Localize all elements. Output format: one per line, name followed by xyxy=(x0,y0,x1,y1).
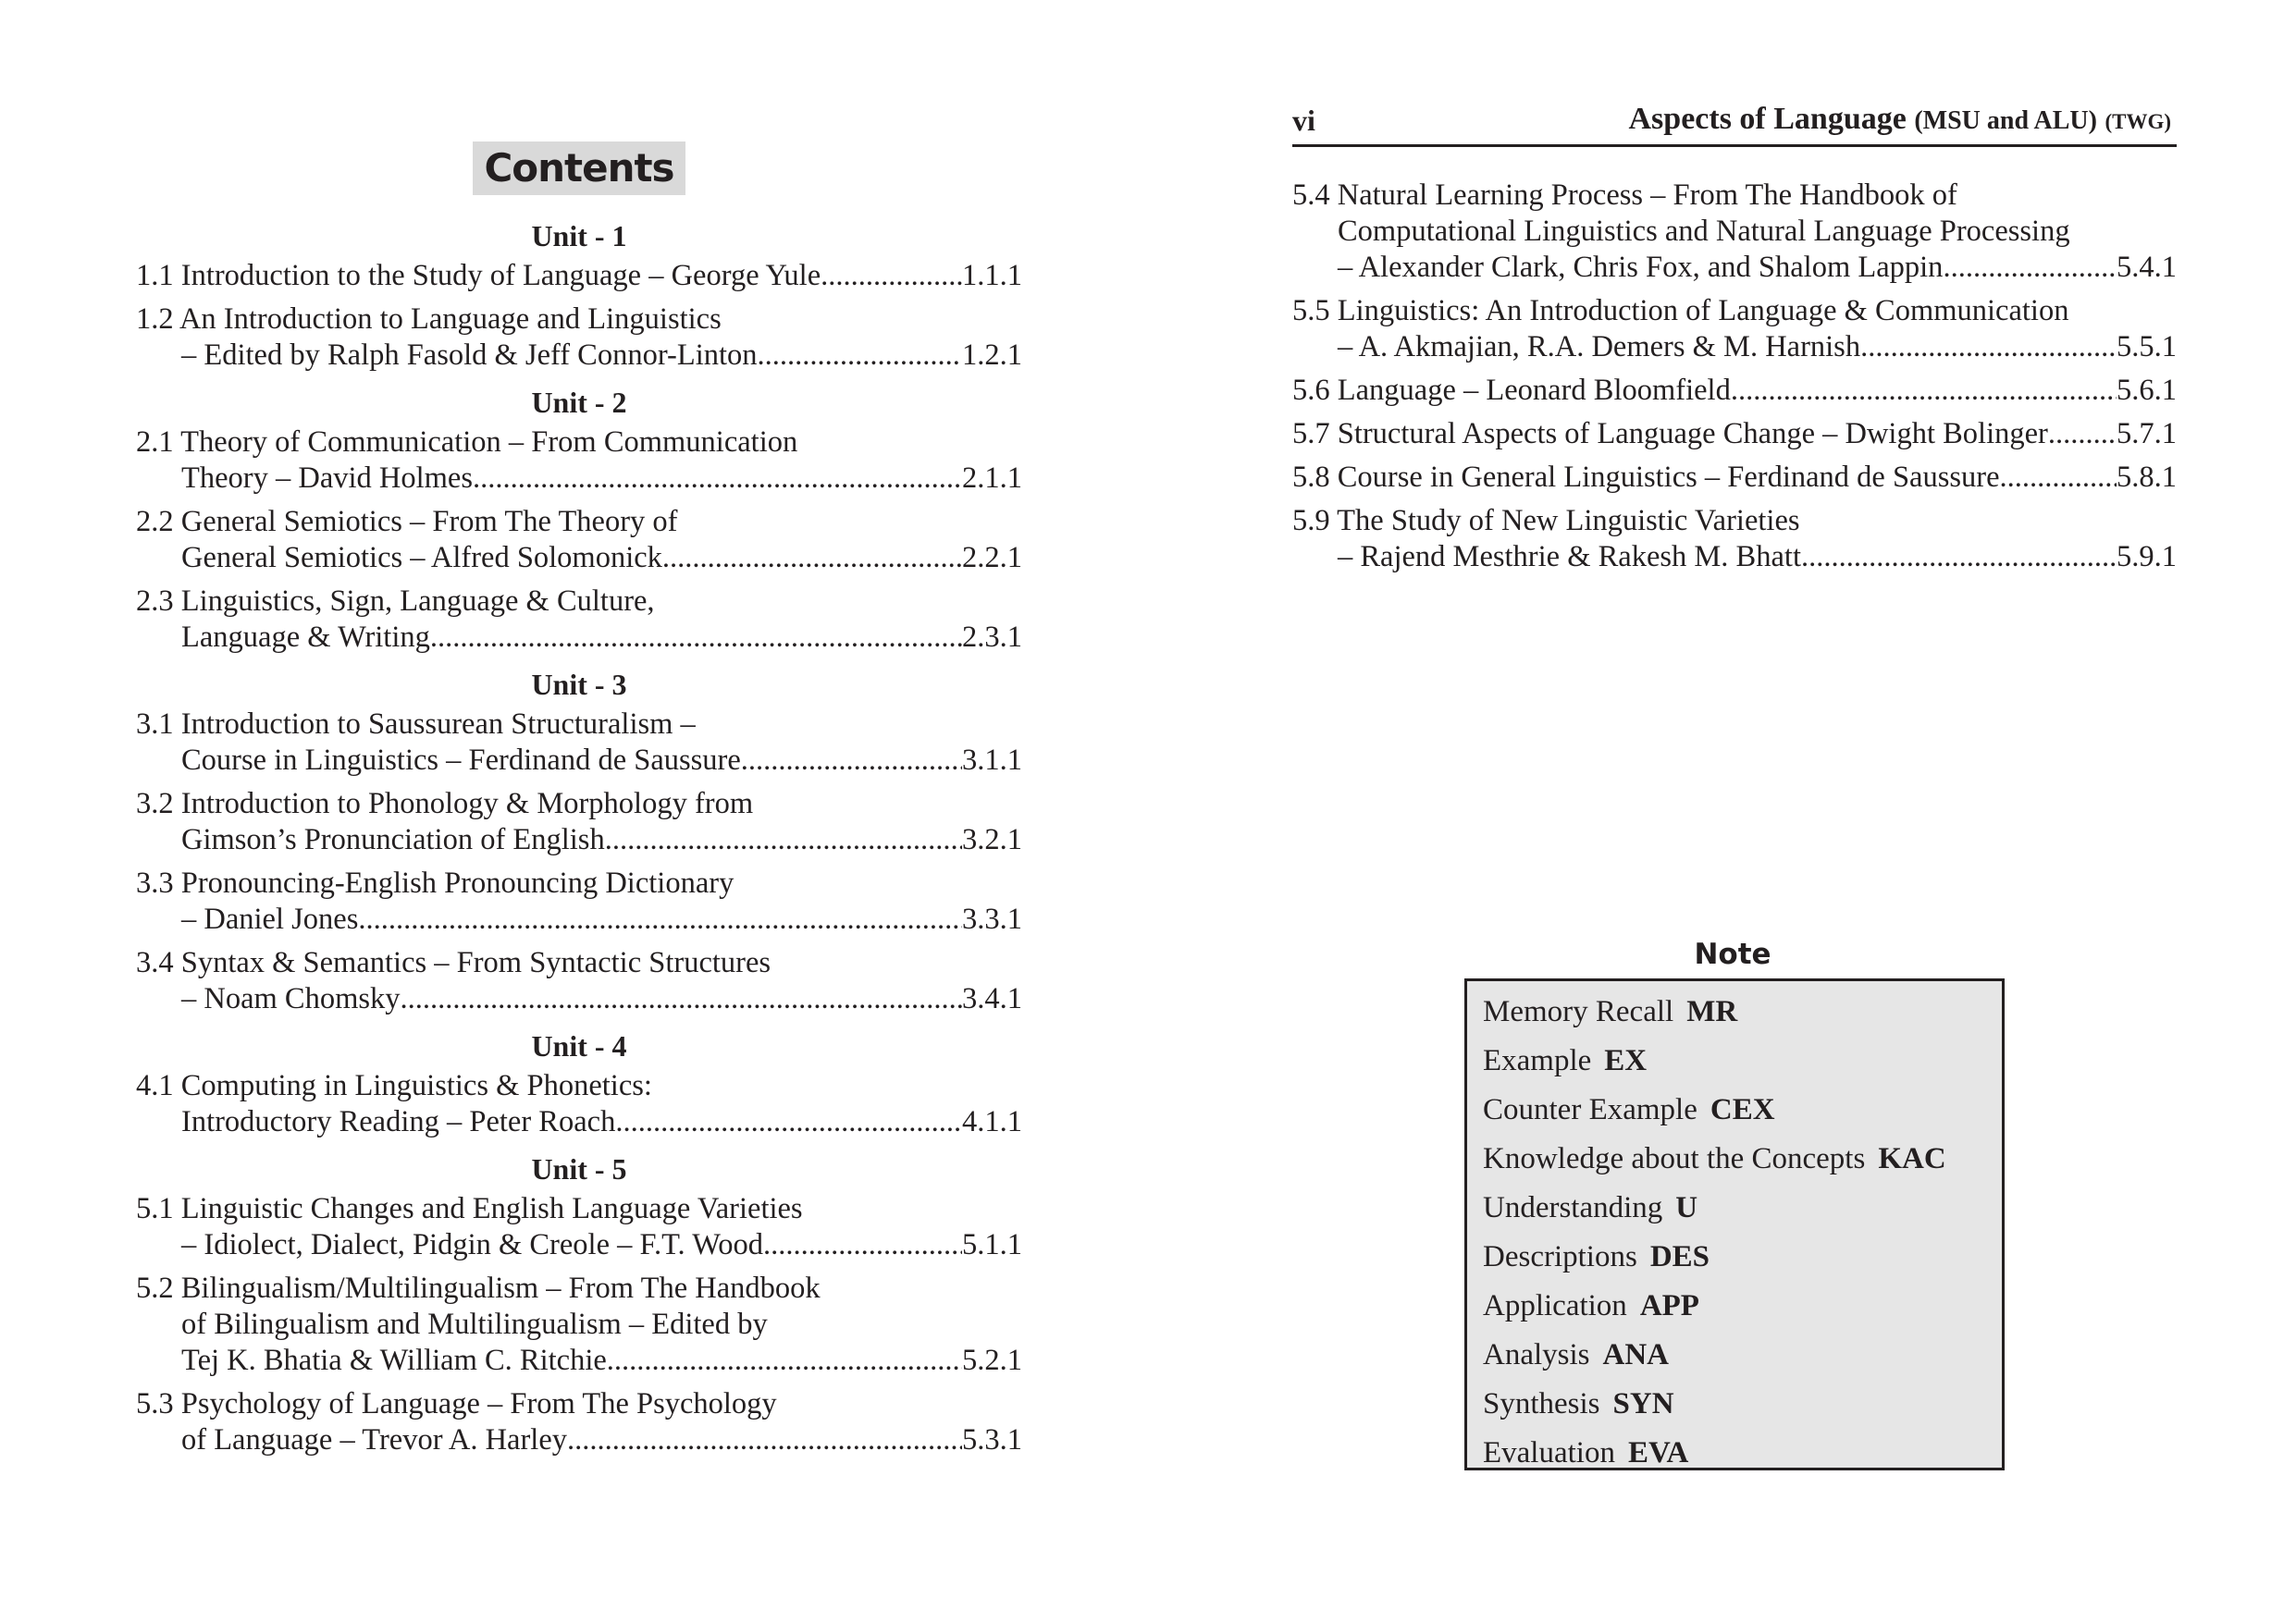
table-of-contents-right xyxy=(1292,178,2177,583)
dot-leader xyxy=(1943,250,2117,286)
toc-entry-line xyxy=(136,338,1022,374)
note-item-label: Understanding xyxy=(1483,1191,1663,1224)
toc-page-number: 3.1.1 xyxy=(962,744,1022,777)
toc-entry-line: 3.4 Syntax & Semantics – From Syntactic Structures xyxy=(136,946,772,979)
toc-entry-line: of Bilingualism and Multilingualism – Edited by xyxy=(181,1308,768,1341)
unit-heading: Unit - 4 xyxy=(531,1029,627,1063)
note-item-abbr: KAC xyxy=(1878,1142,1946,1175)
toc-page-number: 3.2.1 xyxy=(962,823,1022,856)
note-item-label: Knowledge about the Concepts xyxy=(1483,1142,1866,1175)
toc-entry-text: – Edited by Ralph Fasold & Jeff Connor-Linton xyxy=(181,338,758,372)
toc-entry-line xyxy=(136,620,1022,656)
toc-entry-line: Computational Linguistics and Natural Language Processing xyxy=(1338,215,2070,248)
note-item-abbr: EVA xyxy=(1627,1436,1689,1469)
unit-heading: Unit - 1 xyxy=(531,219,627,252)
toc-page-number: 5.2.1 xyxy=(962,1344,1022,1377)
page-number: vi xyxy=(1292,104,1315,137)
toc-entry-line: 5.4 Natural Learning Process – From The Handbook of xyxy=(1292,178,1957,212)
toc-entry xyxy=(136,504,1022,576)
toc-entry-line: 5.2 Bilingualism/Multilingualism – From The Handbook xyxy=(136,1272,821,1305)
toc-entry-line xyxy=(136,743,1022,779)
toc-entry-text: – Rajend Mesthrie & Rakesh M. Bhatt xyxy=(1338,540,1801,573)
toc-entry-line: 5.5 Linguistics: An Introduction of Language & Communication xyxy=(1292,294,2069,327)
note-item xyxy=(1483,1135,2002,1184)
toc-entry-text: Introductory Reading – Peter Roach xyxy=(181,1105,616,1138)
toc-entry xyxy=(1292,416,2177,452)
toc-entry-line: 2.2 General Semiotics – From The Theory of xyxy=(136,505,678,538)
toc-entry-text: – A. Akmajian, R.A. Demers & M. Harnish xyxy=(1338,330,1861,363)
running-title xyxy=(1629,102,2172,137)
toc-entry-text: Gimson’s Pronunciation of English xyxy=(181,823,605,856)
toc-page-number: 5.7.1 xyxy=(2117,417,2177,450)
toc-entry-line xyxy=(136,1422,1022,1458)
dot-leader xyxy=(605,822,962,858)
toc-page-number: 5.6.1 xyxy=(2117,374,2177,407)
note-item xyxy=(1483,1184,2002,1233)
toc-entry-line: 2.1 Theory of Communication – From Communication xyxy=(136,425,798,459)
toc-entry xyxy=(136,707,1022,779)
toc-entry-line xyxy=(136,461,1022,497)
note-item-abbr: CEX xyxy=(1710,1093,1775,1126)
toc-entry xyxy=(1292,503,2177,575)
toc-entry xyxy=(1292,460,2177,496)
toc-entry xyxy=(136,424,1022,497)
toc-entry-line xyxy=(136,1343,1022,1379)
note-item xyxy=(1483,1086,2002,1135)
toc-page-number: 3.3.1 xyxy=(962,903,1022,936)
toc-page-number: 5.3.1 xyxy=(962,1423,1022,1457)
toc-page-number: 1.2.1 xyxy=(962,338,1022,372)
right-page xyxy=(1148,0,2296,1623)
note-item xyxy=(1483,1380,2002,1429)
toc-entry xyxy=(1292,293,2177,365)
toc-entry-line xyxy=(1292,460,2177,496)
dot-leader xyxy=(401,981,962,1017)
note-item-label: Memory Recall xyxy=(1483,995,1674,1028)
toc-page-number: 1.1.1 xyxy=(962,259,1022,292)
toc-entry-line: 5.3 Psychology of Language – From The Psychology xyxy=(136,1387,777,1420)
note-item xyxy=(1483,1429,2002,1478)
running-title-paren: (MSU and ALU) xyxy=(1914,106,2097,135)
toc-entry-line: 3.3 Pronouncing-English Pronouncing Dictionary xyxy=(136,867,734,900)
toc-page-number: 5.1.1 xyxy=(962,1228,1022,1261)
note-title: Note xyxy=(1694,938,1771,971)
toc-page-number: 4.1.1 xyxy=(962,1105,1022,1138)
dot-leader xyxy=(615,1104,962,1140)
toc-entry xyxy=(136,258,1022,294)
toc-entry xyxy=(1292,373,2177,409)
toc-entry-line xyxy=(136,1104,1022,1140)
toc-entry-line xyxy=(1292,416,2177,452)
toc-page-number: 5.5.1 xyxy=(2117,330,2177,363)
toc-entry-line: 3.1 Introduction to Saussurean Structuralism – xyxy=(136,707,696,741)
toc-entry-line: 3.2 Introduction to Phonology & Morphology from xyxy=(136,787,754,820)
running-title-tag: (TWG) xyxy=(2105,110,2171,133)
toc-entry xyxy=(136,1271,1022,1379)
toc-entry-line xyxy=(136,258,1022,294)
unit-heading: Unit - 3 xyxy=(531,668,627,701)
note-item-label: Synthesis xyxy=(1483,1387,1600,1420)
toc-entry-line xyxy=(1292,373,2177,409)
running-title-main: Aspects of Language xyxy=(1628,102,1907,136)
toc-entry xyxy=(136,786,1022,858)
table-of-contents-left xyxy=(136,215,1022,1466)
note-item-label: Example xyxy=(1483,1044,1592,1077)
toc-entry-line xyxy=(136,540,1022,576)
dot-leader xyxy=(430,620,962,656)
dot-leader xyxy=(567,1422,962,1458)
toc-entry-line xyxy=(136,902,1022,938)
toc-page-number: 2.3.1 xyxy=(962,621,1022,654)
toc-entry xyxy=(136,866,1022,938)
contents-title: Contents xyxy=(473,141,685,195)
toc-entry-line xyxy=(136,1227,1022,1263)
unit-heading: Unit - 2 xyxy=(531,386,627,419)
toc-entry-text: General Semiotics – Alfred Solomonick xyxy=(181,541,662,574)
running-header xyxy=(1292,100,2177,147)
note-item-label: Analysis xyxy=(1483,1338,1590,1371)
toc-entry-line xyxy=(136,822,1022,858)
toc-entry-text: – Noam Chomsky xyxy=(181,982,401,1015)
dot-leader xyxy=(662,540,962,576)
toc-entry xyxy=(136,1191,1022,1263)
toc-entry-text: Language & Writing xyxy=(181,621,430,654)
note-item-label: Evaluation xyxy=(1483,1436,1615,1469)
toc-entry-text: of Language – Trevor A. Harley xyxy=(181,1423,567,1457)
toc-entry-text: 5.7 Structural Aspects of Language Change – Dwight Bolinger xyxy=(1292,417,2048,450)
dot-leader xyxy=(2048,416,2117,452)
note-item xyxy=(1483,1282,2002,1331)
dot-leader xyxy=(1860,329,2117,365)
toc-entry-text: – Daniel Jones xyxy=(181,903,359,936)
toc-entry-line xyxy=(1292,329,2177,365)
toc-entry-text: Tej K. Bhatia & William C. Ritchie xyxy=(181,1344,607,1377)
toc-entry-text: 5.6 Language – Leonard Bloomfield xyxy=(1292,374,1731,407)
toc-entry xyxy=(136,301,1022,374)
dot-leader xyxy=(741,743,962,779)
toc-page-number: 3.4.1 xyxy=(962,982,1022,1015)
dot-leader xyxy=(607,1343,962,1379)
note-item xyxy=(1483,988,2002,1037)
note-item-label: Application xyxy=(1483,1289,1627,1322)
toc-page-number: 2.1.1 xyxy=(962,461,1022,495)
note-item-abbr: MR xyxy=(1686,995,1738,1028)
toc-entry-text: – Alexander Clark, Chris Fox, and Shalom Lappin xyxy=(1338,251,1944,284)
toc-entry-line: 5.9 The Study of New Linguistic Varieties xyxy=(1292,504,1800,537)
note-item-abbr: SYN xyxy=(1612,1387,1674,1420)
toc-entry-line: 4.1 Computing in Linguistics & Phonetics: xyxy=(136,1069,652,1102)
note-item-abbr: DES xyxy=(1649,1240,1710,1273)
note-item xyxy=(1483,1233,2002,1282)
toc-entry-line: 1.2 An Introduction to Language and Linguistics xyxy=(136,302,722,336)
dot-leader xyxy=(821,258,962,294)
toc-entry-line xyxy=(1292,539,2177,575)
toc-entry-text: Course in Linguistics – Ferdinand de Saussure xyxy=(181,744,741,777)
toc-entry-line xyxy=(1292,250,2177,286)
unit-heading: Unit - 5 xyxy=(531,1152,627,1186)
toc-entry-line: 5.1 Linguistic Changes and English Language Varieties xyxy=(136,1192,803,1225)
toc-entry-text: 5.8 Course in General Linguistics – Ferdinand de Saussure xyxy=(1292,461,2000,494)
note-item-abbr: U xyxy=(1675,1191,1698,1224)
note-item-abbr: ANA xyxy=(1602,1338,1669,1371)
toc-page-number: 5.9.1 xyxy=(2117,540,2177,573)
dot-leader xyxy=(358,902,962,938)
dot-leader xyxy=(763,1227,962,1263)
dot-leader xyxy=(1801,539,2117,575)
note-item-label: Counter Example xyxy=(1483,1093,1697,1126)
dot-leader xyxy=(2000,460,2117,496)
note-item-label: Descriptions xyxy=(1483,1240,1637,1273)
toc-entry-line: 2.3 Linguistics, Sign, Language & Culture, xyxy=(136,584,655,618)
toc-page-number: 5.8.1 xyxy=(2117,461,2177,494)
toc-entry-text: Theory – David Holmes xyxy=(181,461,474,495)
toc-entry xyxy=(136,584,1022,656)
toc-entry xyxy=(136,1068,1022,1140)
toc-entry xyxy=(136,945,1022,1017)
note-item-abbr: EX xyxy=(1604,1044,1648,1077)
dot-leader xyxy=(1731,373,2117,409)
toc-entry-line xyxy=(136,981,1022,1017)
note-item xyxy=(1483,1037,2002,1086)
note-item xyxy=(1483,1331,2002,1380)
note-item-abbr: APP xyxy=(1639,1289,1699,1322)
dot-leader xyxy=(758,338,962,374)
toc-page-number: 2.2.1 xyxy=(962,541,1022,574)
toc-page-number: 5.4.1 xyxy=(2117,251,2177,284)
toc-entry-text: – Idiolect, Dialect, Pidgin & Creole – F.T. Wood xyxy=(181,1228,764,1261)
toc-entry xyxy=(1292,178,2177,286)
note-box xyxy=(1464,978,2005,1470)
toc-entry xyxy=(136,1386,1022,1458)
dot-leader xyxy=(473,461,962,497)
toc-entry-text: 1.1 Introduction to the Study of Language – George Yule xyxy=(136,259,821,292)
